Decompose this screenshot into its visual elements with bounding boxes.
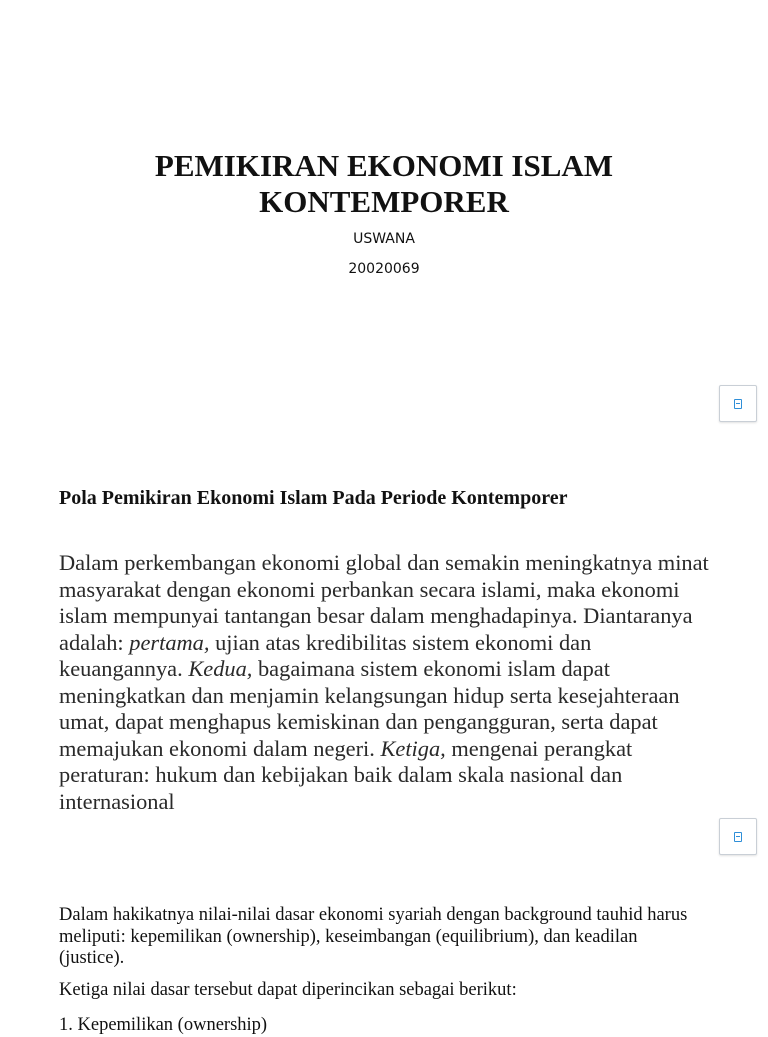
title-line-2: KONTEMPORER: [259, 184, 509, 219]
document-title: [0, 148, 768, 220]
student-id: 20020069: [348, 261, 420, 277]
paragraph-text-3: bagaimana sistem ekonomi islam dapat meningkatkan dan menjamin kelangsungan hidup serta kesejahteraan umat, dapat menghapus kemiskinan dan pengangguran, serta dapat memajukan ekonomi dalam negeri.: [59, 656, 680, 761]
page-view-button[interactable]: [719, 385, 757, 422]
section-heading: Pola Pemikiran Ekonomi Islam Pada Periode Kontemporer: [59, 487, 568, 509]
paragraph-intro-list: Ketiga nilai dasar tersebut dapat diperincikan sebagai berikut:: [59, 980, 517, 1000]
paragraph-emphasis-1: pertama,: [129, 629, 210, 655]
paragraph-text-2: ujian atas kredibilitas sistem ekonomi dan keuangannya.: [59, 629, 592, 681]
paragraph-values: Dalam hakikatnya nilai-nilai dasar ekonomi syariah dengan background tauhid harus meliputi: kepemilikan (ownership), keseimbangan (equilibrium), dan keadilan (justice).: [59, 905, 688, 968]
author-name: USWANA: [353, 231, 415, 247]
body-paragraph: [59, 550, 719, 815]
page-view-button-2[interactable]: [719, 818, 757, 855]
page-icon: [734, 832, 742, 842]
list-item-cut-off: 1. Kepemilikan (ownership): [59, 1015, 268, 1035]
paragraph-emphasis-3: Ketiga,: [380, 735, 446, 761]
paragraph-text-4: mengenai perangkat peraturan: hukum dan kebijakan baik dalam skala nasional dan internasional: [59, 735, 633, 814]
paragraph-text-1: Dalam perkembangan ekonomi global dan semakin meningkatnya minat masyarakat dengan ekonomi perbankan secara islami, maka ekonomi islam mempunyai tantangan besar dalam menghadapinya. Diantaranya adalah:: [59, 550, 709, 655]
paragraph-emphasis-2: Kedua,: [188, 656, 253, 681]
page-icon: [734, 399, 742, 409]
title-line-1: PEMIKIRAN EKONOMI ISLAM: [154, 148, 614, 183]
